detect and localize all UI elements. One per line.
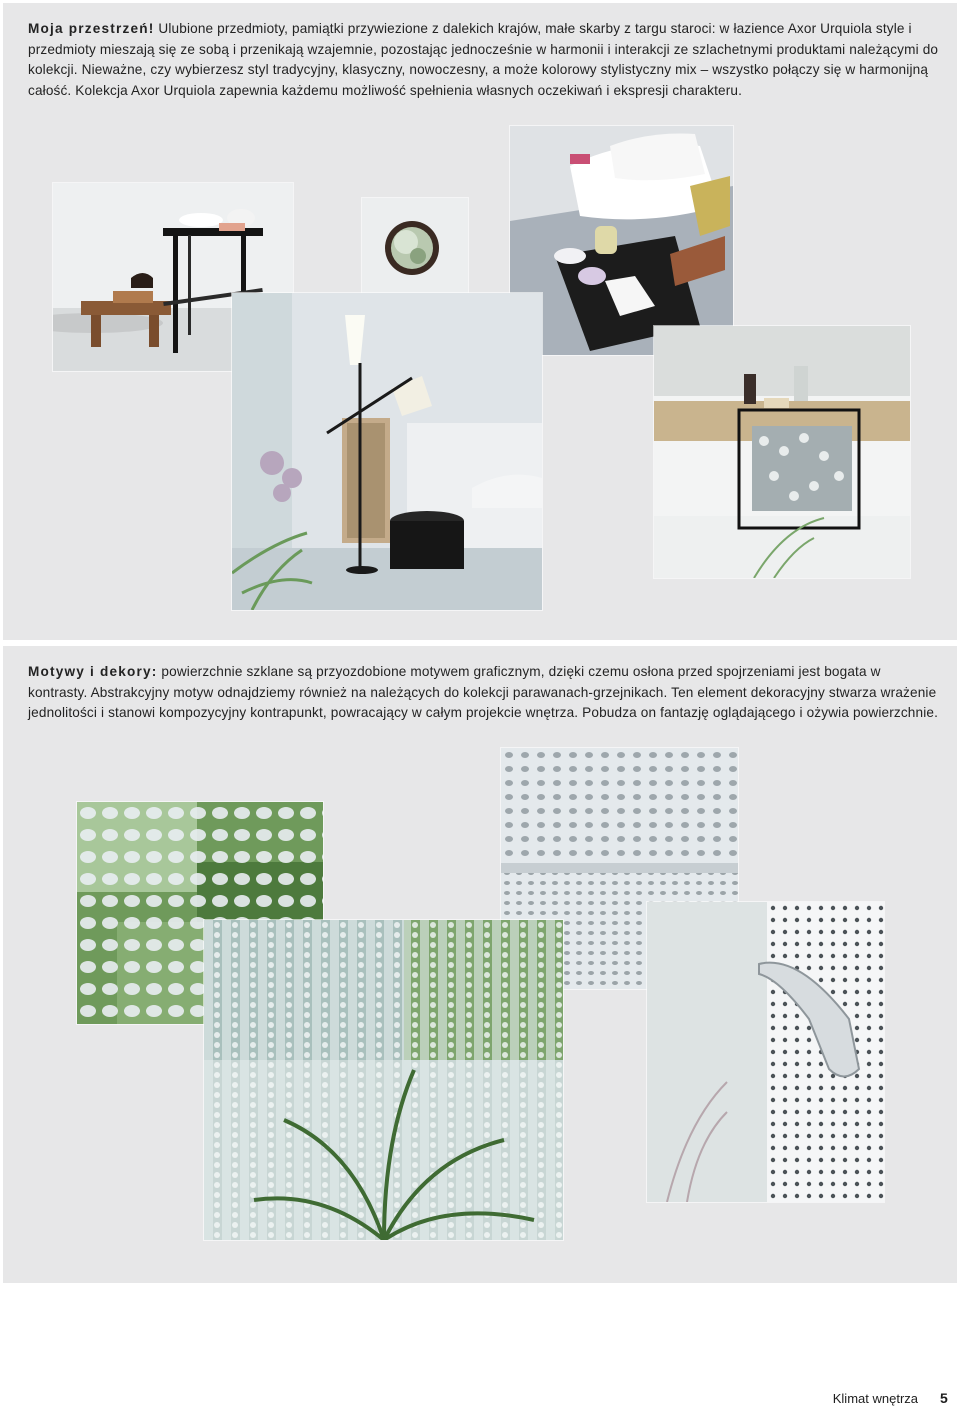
intro-text: Ulubione przedmioty, pamiątki przywiezione z dalekich krajów, małe skarby z targu staroci: w łazience Axor Urquiola style i przedmioty mieszają się ze sobą i przenikają wzajemnie, pozostając jednocześnie w harmonii i interakcji ze szlachetnymi produktami należącymi do kolekcji. Nieważne, czy wybierzesz styl tradycyjny, klasyczny, nowoczesny, a może kolorowy stylistyczny mix – wszystko połączy się w harmonijną całość. Kolekcja Axor Urquiola zapewnia każdemu możliwość spełnienia własnych oczekiwań i ekspresji charakteru.	[28, 21, 939, 98]
photo-bedroom-lamp	[232, 293, 542, 610]
photo-radiator-hook	[647, 902, 884, 1202]
motifs-lead: Motywy i dekory:	[28, 664, 158, 679]
motifs-text: powierzchnie szklane są przyozdobione motywem graficznym, dzięki czemu osłona przed spojrzeniami jest bogata w kontrasty. Abstrakcyjny motyw odnajdziemy również na należących do kolekcji parawanach-grzejnikach. Ten element dekoracyjny stwarza wrażenie jednolitości i stanowi kompozycyjny kontrapunkt, powracający w całym projekcie wnętrza. Pobudza on fantazję oglądającego i ożywia powierzchnie.	[28, 664, 939, 720]
photo-glass-cube-table	[654, 326, 910, 578]
intro-lead: Moja przestrzeń!	[28, 21, 155, 36]
page-number: 5	[940, 1390, 948, 1406]
motifs-paragraph	[28, 662, 940, 724]
photo-glass-plant	[204, 920, 563, 1240]
photo-bed-with-tray	[510, 126, 733, 355]
photo-round-mirror	[362, 198, 468, 304]
intro-paragraph	[28, 19, 940, 101]
footer-title: Klimat wnętrza	[832, 1391, 918, 1406]
